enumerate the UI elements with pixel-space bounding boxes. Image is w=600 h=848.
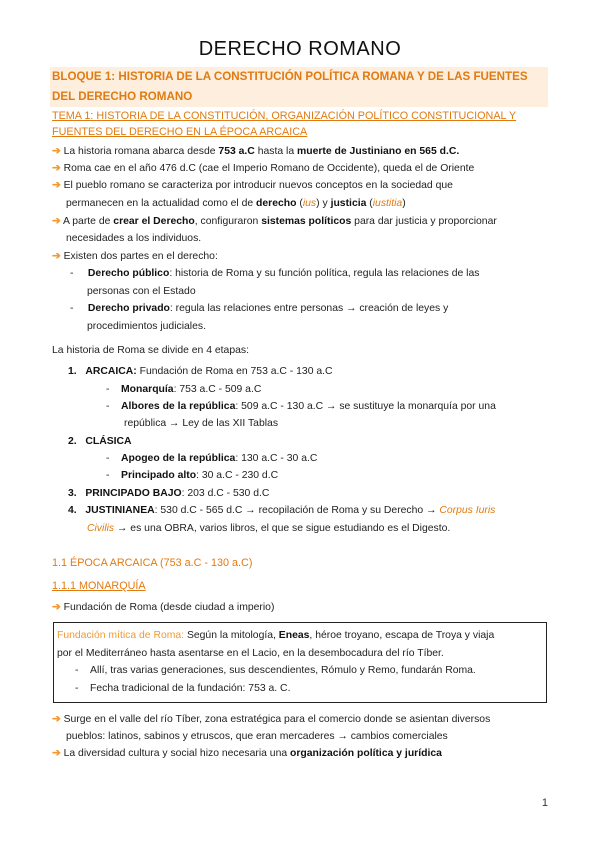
dash-2-cont: procedimientos judiciales. [87,321,206,332]
tail-bullet-2: ➔ La diversidad cultura y social hizo necesaria una organización política y jurídica [52,748,442,759]
page-title: DERECHO ROMANO [198,38,402,60]
dash-1-cont: personas con el Estado [87,286,196,297]
etapa-2: 2. CLÁSICA [68,436,132,447]
tail-bullet-1-cont: pueblos: latinos, sabinos y etruscos, que eran mercaderes → cambios comerciales [66,731,448,742]
arrow-icon: ➔ [52,180,61,191]
box-line-2: por el Mediterráneo hasta asentarse en el Lacio, en la desembocadura del río Tíber. [57,648,444,659]
arrow-icon: ➔ [52,602,61,613]
arrow-icon: ➔ [52,216,61,227]
arrow-icon: ➔ [52,251,61,262]
bullet-5: ➔ Existen dos partes en el derecho: [52,251,218,262]
fundacion-bullet: ➔ Fundación de Roma (desde ciudad a imperio) [52,602,275,613]
etapa-4-cont: Civilis → es una OBRA, varios libros, el que se sigue estudiando es el Digesto. [87,523,451,534]
etapas-intro: La historia de Roma se divide en 4 etapas: [52,345,249,356]
tail-bullet-1: ➔ Surge en el valle del río Tíber, zona estratégica para el comercio donde se asientan diversos [52,714,491,725]
etapa-1b: - Albores de la república: 509 a.C - 130 a.C → se sustituye la monarquía por una [106,401,496,412]
box-line-1: Fundación mítica de Roma: Según la mitología, Eneas, héroe troyano, escapa de Troya y viaja [57,630,495,641]
arrow-icon: ➔ [52,163,61,174]
etapa-1: 1. ARCAICA: Fundación de Roma en 753 a.C - 130 a.C [68,366,333,377]
etapa-1b-cont: república → Ley de las XII Tablas [124,418,279,429]
etapa-2a: - Apogeo de la república: 130 a.C - 30 a.C [106,453,318,464]
bullet-4: ➔ A parte de crear el Derecho, configuraron sistemas políticos para dar justicia y proporcionar [52,216,497,227]
box-dash-1: - Allí, tras varias generaciones, sus descendientes, Rómulo y Remo, fundarán Roma. [75,665,476,676]
bloque-heading: BLOQUE 1: HISTORIA DE LA CONSTITUCIÓN POLÍTICA ROMANA Y DE LAS FUENTES DEL DERECHO ROMANO [50,67,548,107]
page-number: 1 [541,797,548,809]
arrow-icon: ➔ [52,146,61,157]
bullet-2: ➔ Roma cae en el año 476 d.C (cae el Imperio Romano de Occidente), queda el de Oriente [52,163,475,174]
arrow-icon: ➔ [52,748,61,759]
dash-2: - Derecho privado: regula las relaciones entre personas → creación de leyes y [70,303,449,314]
etapa-4: 4. JUSTINIANEA: 530 d.C - 565 d.C → recopilación de Roma y su Derecho → Corpus Iuris [68,505,496,516]
etapa-2b: - Principado alto: 30 a.C - 230 d.C [106,470,279,481]
tema-heading: TEMA 1: HISTORIA DE LA CONSTITUCIÓN, ORGANIZACIÓN POLÍTICO CONSTITUCIONAL Y FUENTES DEL DERECHO EN LA ÉPOCA ARCAICA [52,110,517,138]
bullet-3: ➔ El pueblo romano se caracteriza por introducir nuevos conceptos en la sociedad que [52,180,453,191]
box-dash-2: - Fecha tradicional de la fundación: 753 a. C. [75,683,291,694]
bullet-4-cont: necesidades a los individuos. [66,233,202,244]
dash-1: - Derecho público: historia de Roma y su función política, regula las relaciones de las [70,268,480,279]
etapa-3: 3. PRINCIPADO BAJO: 203 d.C - 530 d.C [68,488,270,499]
bullet-1: ➔ La historia romana abarca desde 753 a.C hasta la muerte de Justiniano en 565 d.C. [52,146,460,157]
section-1-1: 1.1 ÉPOCA ARCAICA (753 a.C - 130 a.C) [52,557,253,569]
bullet-3-cont: permanecen en la actualidad como el de derecho (ius) y justicia (iustitia) [66,198,406,209]
section-1-1-1: 1.1.1 MONARQUÍA [52,580,146,592]
arrow-icon: ➔ [52,714,61,725]
etapa-1a: - Monarquía: 753 a.C - 509 a.C [106,384,262,395]
